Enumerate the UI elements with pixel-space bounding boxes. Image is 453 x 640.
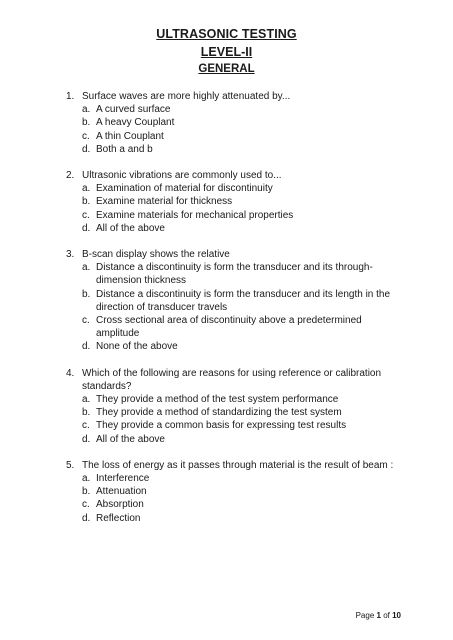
answer-option xyxy=(66,103,396,116)
option-letter: c. xyxy=(82,315,90,327)
option-letter: d. xyxy=(82,222,91,234)
option-text: A curved surface xyxy=(96,104,171,116)
option-letter: a. xyxy=(82,262,91,274)
question-list xyxy=(66,90,396,538)
question-text: The loss of energy as it passes through material is the result of beam : xyxy=(82,459,394,471)
document-title: ULTRASONIC TESTING xyxy=(156,27,297,41)
level-heading: LEVEL-II xyxy=(200,45,253,59)
option-text: Distance a discontinuity is form the transducer and its through-dimension thickness xyxy=(96,262,373,287)
option-letter: c. xyxy=(82,499,90,511)
question-item xyxy=(66,90,396,156)
option-letter: b. xyxy=(82,407,91,419)
of-label: of xyxy=(383,611,390,620)
question-text: Which of the following are reasons for using reference or calibration standards? xyxy=(82,367,382,392)
option-letter: d. xyxy=(82,433,91,445)
question-item xyxy=(66,367,396,446)
option-text: They provide a method of the test system performance xyxy=(96,394,339,406)
option-text: Absorption xyxy=(96,499,144,511)
answer-option xyxy=(66,419,396,432)
option-letter: d. xyxy=(82,341,91,353)
question-number: 2. xyxy=(66,170,75,182)
option-text: A heavy Couplant xyxy=(96,117,175,129)
question-number: 5. xyxy=(66,459,75,471)
answer-option xyxy=(66,261,396,287)
option-letter: c. xyxy=(82,420,90,432)
answer-option xyxy=(66,512,396,525)
question-number: 4. xyxy=(66,367,75,379)
option-text: Both a and b xyxy=(96,143,153,155)
answer-option xyxy=(66,222,396,235)
question-text: B-scan display shows the relative xyxy=(82,249,230,261)
option-text: A thin Couplant xyxy=(96,130,164,142)
answer-option xyxy=(66,130,396,143)
question-stem xyxy=(66,90,396,103)
option-letter: b. xyxy=(82,486,91,498)
option-text: Interference xyxy=(96,473,150,485)
answer-option xyxy=(66,288,396,314)
option-text: Examine material for thickness xyxy=(96,196,233,208)
question-text: Surface waves are more highly attenuated by... xyxy=(82,91,291,102)
answer-option xyxy=(66,314,396,340)
page-footer xyxy=(356,611,401,620)
option-letter: c. xyxy=(82,209,90,221)
answer-option xyxy=(66,472,396,485)
page-label: Page xyxy=(355,611,375,620)
option-text: All of the above xyxy=(96,222,165,234)
question-number: 1. xyxy=(66,91,75,102)
option-text: Examine materials for mechanical properties xyxy=(96,209,294,221)
section-heading: GENERAL xyxy=(198,63,255,75)
option-letter: a. xyxy=(82,183,91,195)
option-letter: b. xyxy=(82,196,91,208)
answer-option xyxy=(66,195,396,208)
answer-option xyxy=(66,485,396,498)
page-number: 1 xyxy=(376,611,381,620)
question-number: 3. xyxy=(66,249,75,261)
answer-option xyxy=(66,340,396,353)
option-text: Cross sectional area of discontinuity above a predetermined amplitude xyxy=(96,315,362,340)
answer-option xyxy=(66,406,396,419)
option-text: Attenuation xyxy=(96,486,147,498)
option-letter: d. xyxy=(82,512,91,524)
answer-option xyxy=(66,433,396,446)
option-text: All of the above xyxy=(96,433,165,445)
option-text: Examination of material for discontinuity xyxy=(96,183,273,195)
option-letter: b. xyxy=(82,288,91,300)
option-letter: a. xyxy=(82,394,91,406)
question-stem xyxy=(66,248,396,261)
option-text: None of the above xyxy=(96,341,178,353)
option-text: They provide a common basis for expressing test results xyxy=(96,420,347,432)
question-stem xyxy=(66,459,396,472)
answer-option xyxy=(66,209,396,222)
question-text: Ultrasonic vibrations are commonly used to... xyxy=(82,170,282,182)
option-text: They provide a method of standardizing the test system xyxy=(96,407,342,419)
option-letter: a. xyxy=(82,104,91,116)
answer-option xyxy=(66,116,396,129)
question-item xyxy=(66,248,396,354)
option-letter: a. xyxy=(82,473,91,485)
answer-option xyxy=(66,498,396,511)
total-pages: 10 xyxy=(392,611,401,620)
option-letter: b. xyxy=(82,117,91,129)
question-item xyxy=(66,169,396,235)
option-letter: d. xyxy=(82,143,91,155)
option-letter: c. xyxy=(82,130,90,142)
answer-option xyxy=(66,182,396,195)
option-text: Distance a discontinuity is form the transducer and its length in the direction of transducer travels xyxy=(96,288,391,313)
question-stem xyxy=(66,169,396,182)
answer-option xyxy=(66,393,396,406)
answer-option xyxy=(66,143,396,156)
question-item xyxy=(66,459,396,525)
question-stem xyxy=(66,367,396,393)
option-text: Reflection xyxy=(96,512,141,524)
